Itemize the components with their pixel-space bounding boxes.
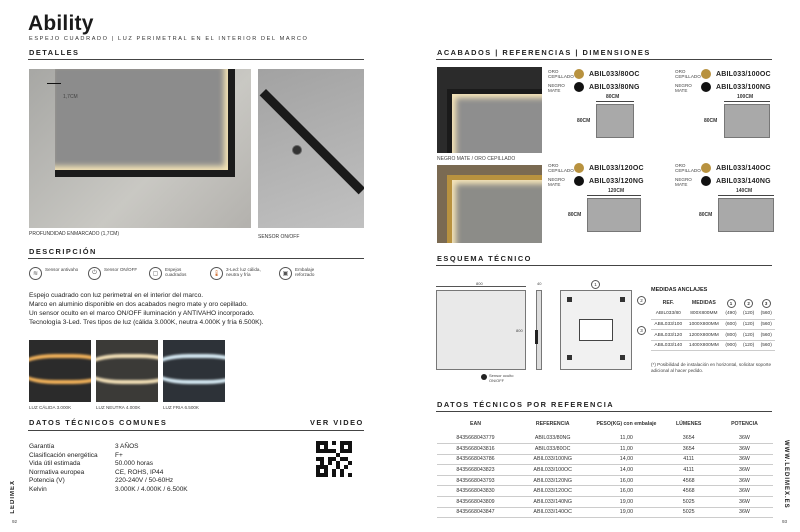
mirror-80-diagram bbox=[596, 104, 634, 138]
divider bbox=[436, 265, 772, 266]
mirror-140-diagram bbox=[718, 198, 774, 232]
finish-label-negro: NEGRO MATE bbox=[548, 177, 565, 187]
callout-2: 2 bbox=[637, 296, 646, 305]
feature-label: Espejos cuadrados bbox=[165, 267, 187, 277]
spec-key: Clasificación energética bbox=[29, 451, 98, 459]
spec-value: 3.000K / 4.000K / 6.500K bbox=[115, 485, 188, 493]
section-detalles: DETALLES bbox=[29, 48, 80, 57]
height-dim-label: 800 bbox=[516, 328, 523, 333]
width-label: 140CM bbox=[736, 188, 753, 194]
callout-3: 3 bbox=[637, 326, 646, 335]
spec-value: 3 AÑOS bbox=[115, 443, 139, 450]
table-row: 8435668043823 ABIL033/100OC 14,00 4111 36W bbox=[437, 465, 773, 476]
anclajes-header: REF. bbox=[662, 300, 674, 307]
divider bbox=[436, 411, 772, 412]
spec-row bbox=[29, 452, 188, 461]
reference-table bbox=[437, 415, 773, 518]
spec-value: F+ bbox=[115, 451, 123, 459]
spec-value: CE, ROHS, IP44 bbox=[115, 468, 164, 476]
feature-label: Sensor antivaho bbox=[45, 267, 79, 272]
finish-photo-gold bbox=[437, 165, 542, 243]
spec-row bbox=[29, 477, 188, 486]
neutral-light-photo bbox=[96, 340, 158, 402]
anclajes-header: 1 bbox=[727, 299, 736, 308]
qr-code-icon[interactable] bbox=[316, 441, 352, 477]
finish-label-negro: NEGRO MATE bbox=[675, 177, 692, 187]
ref-100ng: ABIL033/100NG bbox=[716, 84, 771, 91]
light-caption-cold: LUZ FRIA 6.500K bbox=[163, 405, 200, 410]
caption-finish: NEGRO MATE / ORO CEPILLADO bbox=[437, 156, 516, 162]
gold-swatch-icon bbox=[574, 163, 584, 173]
sensor-note: Sensor oculto ON/OFF bbox=[489, 373, 514, 383]
width-label: 80CM bbox=[606, 94, 620, 100]
black-swatch-icon bbox=[574, 176, 584, 186]
detail-photo-frame bbox=[29, 69, 251, 228]
ref-80ng: ABIL033/80NG bbox=[589, 84, 640, 91]
sensor-antivaho-icon: ≋ bbox=[29, 267, 42, 280]
sensor-dot-icon bbox=[481, 374, 487, 380]
width-line bbox=[587, 195, 641, 196]
ref-140oc: ABIL033/140OC bbox=[716, 165, 771, 172]
feature-item bbox=[88, 267, 142, 280]
section-datos-ref: DATOS TÉCNICOS POR REFERENCIA bbox=[437, 400, 615, 409]
warm-light-photo bbox=[29, 340, 91, 402]
height-label: 80CM bbox=[568, 212, 582, 218]
ref-120ng: ABIL033/120NG bbox=[589, 178, 644, 185]
black-swatch-icon bbox=[701, 176, 711, 186]
sensor-marker bbox=[535, 330, 538, 344]
side-dim-label: 40 bbox=[537, 281, 542, 286]
page-number-left: 92 bbox=[12, 519, 18, 524]
ref-140ng: ABIL033/140NG bbox=[716, 178, 771, 185]
divider bbox=[28, 258, 364, 259]
table-row: ABIL033/100 1000X800MM (600) (120) (560) bbox=[651, 319, 775, 330]
divider bbox=[436, 59, 772, 60]
ref-80oc: ABIL033/80OC bbox=[589, 71, 640, 78]
table-row: 8435668043793 ABIL033/120NG 16,00 4568 36W bbox=[437, 475, 773, 486]
spec-key: Normativa europea bbox=[29, 468, 85, 476]
dimension-label: 1,7CM bbox=[63, 94, 78, 100]
anclajes-table bbox=[651, 298, 775, 351]
mirror-120-diagram bbox=[587, 198, 641, 232]
ref-header: REFERENCIA bbox=[535, 421, 570, 427]
anclajes-header: 2 bbox=[744, 299, 753, 308]
description-text bbox=[29, 291, 359, 327]
table-row: ABIL033/120 1200X800MM (800) (120) (560) bbox=[651, 330, 775, 341]
page-number-right: 93 bbox=[782, 519, 788, 524]
black-swatch-icon bbox=[701, 82, 711, 92]
spec-row bbox=[29, 486, 188, 495]
height-label: 80CM bbox=[704, 118, 718, 124]
width-line bbox=[718, 195, 774, 196]
sensor-button-icon bbox=[292, 145, 302, 155]
top-dim-line bbox=[436, 286, 526, 287]
feature-label: Embalaje reforzado bbox=[295, 267, 315, 277]
section-tecnicos: DATOS TÉCNICOS COMUNES bbox=[29, 418, 168, 427]
ref-header: EAN bbox=[470, 421, 481, 427]
cold-light-photo bbox=[163, 340, 225, 402]
finish-label-negro: NEGRO MATE bbox=[548, 83, 565, 93]
light-caption-warm: LUZ CÁLIDA 3.000K bbox=[29, 405, 72, 410]
spec-row bbox=[29, 443, 188, 452]
spec-key: Garantía bbox=[29, 443, 55, 450]
width-label: 120CM bbox=[608, 188, 625, 194]
caption-profundidad: PROFUNDIDAD ENMARCADO (1,7CM) bbox=[29, 231, 120, 237]
spec-list bbox=[29, 443, 188, 495]
anclajes-header: MEDIDAS bbox=[691, 300, 716, 307]
ref-100oc: ABIL033/100OC bbox=[716, 71, 771, 78]
finish-label-negro: NEGRO MATE bbox=[675, 83, 692, 93]
section-acabados: ACABADOS | REFERENCIAS | DIMENSIONES bbox=[437, 48, 651, 57]
description-line: Marco en aluminio disponible en dos acabados negro mate y oro cepillado. bbox=[29, 301, 248, 308]
ref-header: POTENCIA bbox=[731, 421, 758, 427]
ref-header: LÚMENES bbox=[676, 421, 702, 427]
table-row: ABIL033/80 800X800MM (490) (120) (560) bbox=[651, 309, 775, 320]
feature-item bbox=[29, 267, 81, 280]
finish-label-oro: ORO CEPILLADO bbox=[548, 163, 574, 173]
spec-value: 220-240V / 50-60Hz bbox=[115, 477, 174, 485]
spec-key: Vida útil estimada bbox=[29, 460, 81, 468]
height-label: 80CM bbox=[577, 118, 591, 124]
spec-key: Potencia (V) bbox=[29, 477, 65, 485]
table-row: 8435668043847 ABIL033/140OC 19,00 5025 36W bbox=[437, 507, 773, 518]
section-video: VER VIDEO bbox=[310, 418, 364, 427]
anclajes-title: MEDIDAS ANCLAJES bbox=[651, 287, 708, 293]
divider bbox=[28, 59, 364, 60]
divider bbox=[28, 430, 364, 431]
description-line: Tecnología 3-Led. Tres tipos de luz (cálida 3.000K, neutra 4.000K y fría 6.500K). bbox=[29, 319, 264, 326]
spec-row bbox=[29, 460, 188, 469]
mirror-100-diagram bbox=[724, 104, 770, 138]
table-row: 8435668043786 ABIL033/100NG 14,00 4111 36W bbox=[437, 454, 773, 465]
width-label: 100CM bbox=[737, 94, 754, 100]
frame-icon: ▣ bbox=[279, 267, 292, 280]
description-line: Espejo cuadrado con luz perimetral en el interior del marco. bbox=[29, 292, 204, 299]
gold-swatch-icon bbox=[701, 163, 711, 173]
finish-label-oro: ORO CEPILLADO bbox=[675, 163, 701, 173]
gold-swatch-icon bbox=[574, 69, 584, 79]
mirror-icon: ▢ bbox=[149, 267, 162, 280]
table-row: 8435668043830 ABIL033/120OC 16,00 4568 36W bbox=[437, 486, 773, 497]
ref-120oc: ABIL033/120OC bbox=[589, 165, 644, 172]
light-caption-neutral: LUZ NEUTRA 4.000K bbox=[96, 405, 141, 410]
page-title: Ability bbox=[28, 12, 94, 35]
feature-label: Sensor ON/OFF bbox=[104, 267, 138, 272]
site-vertical: WWW.LEDIMEX.ES bbox=[783, 440, 789, 509]
table-row: ABIL033/140 1400X800MM (900) (120) (560) bbox=[651, 340, 775, 351]
table-row: 8435668043779 ABIL033/80NG 11,00 3654 36W bbox=[437, 433, 773, 444]
table-row: 8435668043816 ABIL033/80OC 11,00 3654 36W bbox=[437, 444, 773, 455]
table-row: 8435668043809 ABIL033/140NG 19,00 5025 36W bbox=[437, 497, 773, 508]
feature-label: 3-Led: luz cálida, neutra y fría bbox=[226, 267, 261, 277]
feature-item bbox=[279, 267, 331, 280]
gold-swatch-icon bbox=[701, 69, 711, 79]
mirror-back-diagram bbox=[560, 290, 632, 370]
dimension-arrow bbox=[47, 83, 61, 84]
finish-photo-black bbox=[437, 67, 542, 153]
feature-item bbox=[210, 267, 272, 280]
feature-list bbox=[29, 267, 331, 280]
page-subtitle: ESPEJO CUADRADO | LUZ PERIMETRAL EN EL INTERIOR DEL MARCO bbox=[29, 36, 309, 42]
spec-row bbox=[29, 469, 188, 478]
black-swatch-icon bbox=[574, 82, 584, 92]
spec-value: 50.000 horas bbox=[115, 460, 153, 468]
brand-vertical: LEDIMEX bbox=[10, 480, 16, 514]
callout-1: 1 bbox=[591, 280, 600, 289]
mirror-front-diagram bbox=[436, 290, 526, 370]
thermometer-icon: 🌡 bbox=[210, 267, 223, 280]
caption-sensor: SENSOR ON/OFF bbox=[258, 234, 300, 240]
spec-key: Kelvin bbox=[29, 485, 47, 493]
height-label: 80CM bbox=[699, 212, 713, 218]
feature-item bbox=[149, 267, 203, 280]
finish-label-oro: ORO CEPILLADO bbox=[675, 69, 701, 79]
description-line: Un sensor oculto en el marco ON/OFF iluminación y ANTIVAHO incorporado. bbox=[29, 310, 255, 317]
top-dim-label: 800 bbox=[476, 281, 483, 286]
sensor-photo bbox=[258, 69, 364, 228]
anclajes-header: 3 bbox=[762, 299, 771, 308]
anclajes-note: (*) Posibilidad de instalación en horizontal, solicitar soporte adicional al hacer pedido. bbox=[651, 362, 772, 373]
width-line bbox=[596, 101, 634, 102]
finish-label-oro: ORO CEPILLADO bbox=[548, 69, 574, 79]
ref-header: PESO(KG) con embalaje bbox=[596, 421, 657, 427]
width-line bbox=[724, 101, 770, 102]
section-esquema: ESQUEMA TÉCNICO bbox=[437, 254, 532, 263]
power-icon: ⏻ bbox=[88, 267, 101, 280]
section-descripcion: DESCRIPCIÓN bbox=[29, 247, 97, 256]
